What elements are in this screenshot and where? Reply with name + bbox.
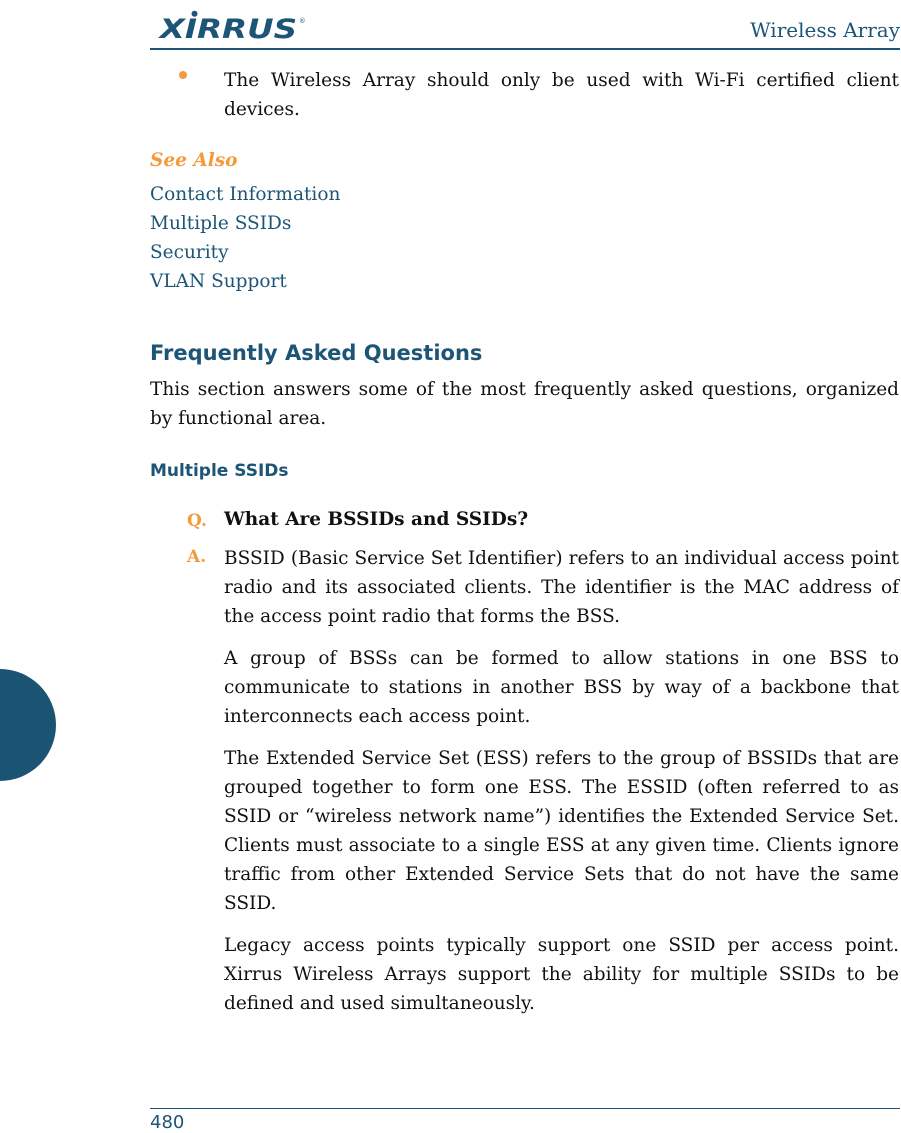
section-subheading: Multiple SSIDs (150, 461, 289, 481)
answer-paragraph: The Extended Service Set (ESS) refers to the group of BSSIDs that are grouped together to form one ESS. The ESSID (often referred to as SSID or “wireless network name”) identifies the Extended Service Set. Clients must associate to a single ESS at any given time. Clients ignore traffic from other Extended Service Sets that do not have the same SSID. (224, 748, 899, 914)
svg-text:XIRRUS: XIRRUS (157, 15, 298, 42)
xirrus-logo (155, 10, 315, 42)
see-also-link-multiple-ssids[interactable]: Multiple SSIDs (150, 213, 292, 234)
see-also-link-vlan-support[interactable]: VLAN Support (150, 271, 287, 292)
see-also-link-contact-information[interactable]: Contact Information (150, 184, 341, 205)
question-marker: Q. (187, 511, 207, 531)
bullet-icon (179, 71, 187, 79)
chapter-tab-marker (0, 669, 56, 781)
see-also-link-security[interactable]: Security (150, 242, 229, 263)
answer-body (224, 544, 899, 1031)
svg-text:®: ® (299, 17, 306, 26)
header-divider (150, 48, 900, 50)
faq-heading: Frequently Asked Questions (150, 341, 483, 365)
footer-divider (150, 1108, 900, 1109)
answer-marker: A. (187, 547, 207, 567)
answer-paragraph: Legacy access points typically support one SSID per access point. Xirrus Wireless Arrays support the ability for multiple SSIDs to be defined and used simultaneously. (224, 935, 899, 1014)
see-also-title: See Also (150, 150, 238, 171)
answer-paragraph: A group of BSSs can be formed to allow stations in one BSS to communicate to stations in another BSS by way of a backbone that interconnects each access point. (224, 648, 899, 727)
faq-intro: This section answers some of the most frequently asked questions, organized by functional area. (150, 379, 899, 429)
see-also-list (150, 180, 340, 296)
page-header (150, 0, 900, 52)
bullet-text: The Wireless Array should only be used with Wi-Fi certified client devices. (224, 70, 899, 120)
header-title: Wireless Array (750, 18, 900, 42)
question-text: What Are BSSIDs and SSIDs? (224, 509, 529, 530)
page-number: 480 (150, 1112, 185, 1133)
answer-paragraph: BSSID (Basic Service Set Identifier) refers to an individual access point radio and its associated clients. The identifier is the MAC address of the access point radio that forms the BSS. (224, 548, 899, 627)
